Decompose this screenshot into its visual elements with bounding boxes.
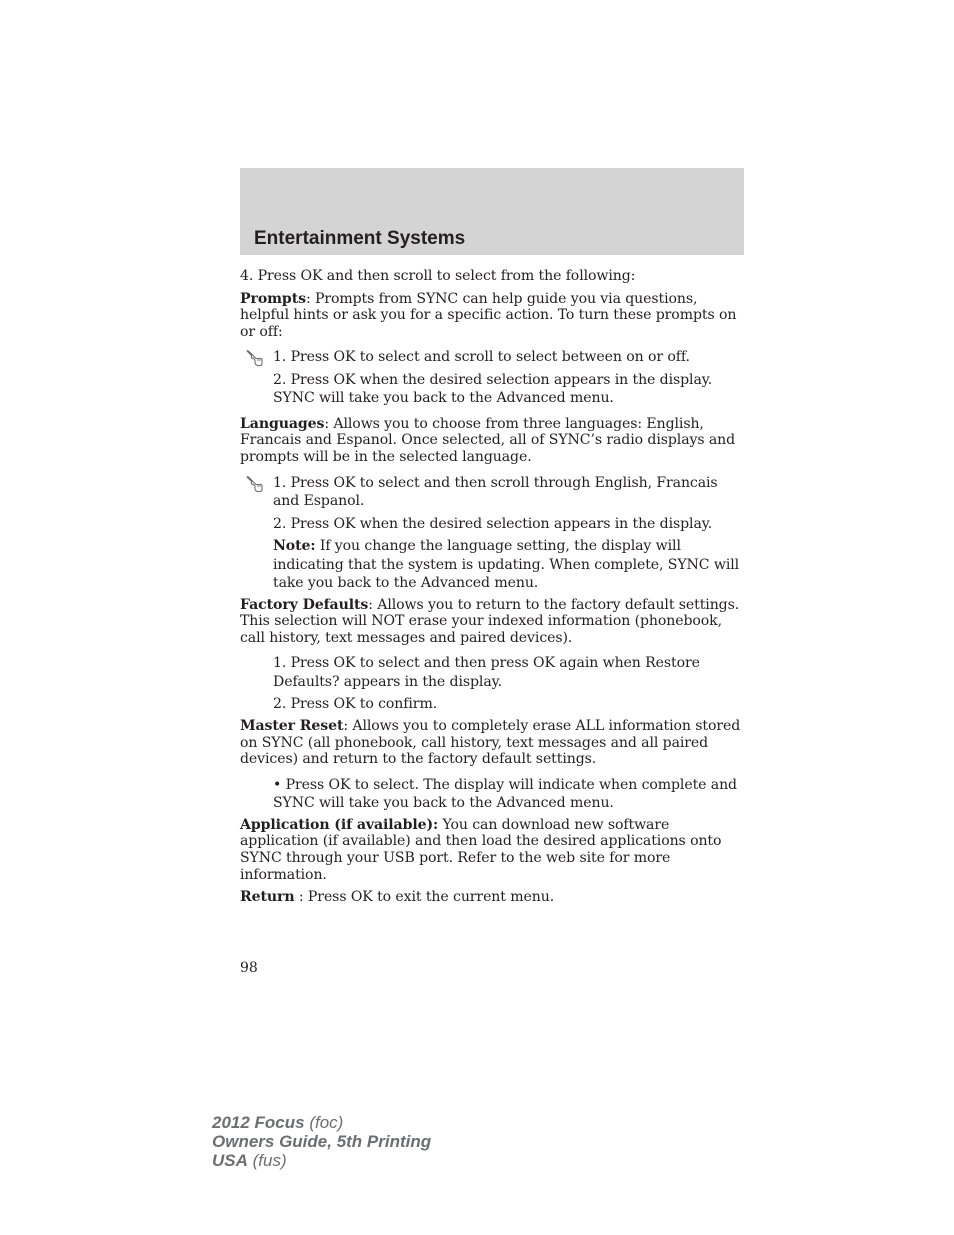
prompts-description: : Prompts from SYNC can help guide you via questions, helpful hints or ask you for a specific action. To turn these prompts on or off:: [240, 290, 737, 340]
document-footer: [212, 1113, 431, 1170]
application-term: Application (if available):: [240, 816, 439, 833]
factory-defaults-step-1: 1. Press OK to select and then press OK again when Restore Defaults? appears in the display.: [273, 655, 700, 690]
prompts-step-1-text: 1. Press OK to select and scroll to select between on or off.: [273, 349, 690, 366]
factory-defaults-description: : Allows you to return to the factory default settings. This selection will NOT erase your indexed information (phonebook, call history, text messages and paired devices).: [240, 596, 740, 646]
languages-description: : Allows you to choose from three languages: English, Francais and Espanol. Once selected, all of SYNC’s radio displays and prompts will be in the selected language.: [240, 415, 736, 466]
footer-printing: Owners Guide, 5th Printing: [212, 1132, 432, 1151]
factory-defaults-term: Factory Defaults: [240, 596, 369, 613]
step-4-text: 4. Press OK and then scroll to select from the following:: [240, 268, 636, 284]
footer-line-2: [212, 1132, 431, 1151]
section-header-band: [240, 168, 744, 255]
master-reset-bullet: • Press OK to select. The display will indicate when complete and SYNC will take you back to the Advanced menu.: [273, 776, 737, 812]
hand-pointer-icon: [245, 349, 263, 367]
languages-note: [273, 537, 744, 593]
footer-model-code: (foc): [304, 1113, 344, 1132]
footer-line-1: [212, 1113, 431, 1132]
languages-paragraph: [240, 416, 744, 466]
hand-pointer-icon: [245, 475, 263, 493]
languages-term: Languages: [240, 415, 325, 432]
languages-step-1: [273, 474, 744, 511]
footer-market-code: (fus): [247, 1151, 287, 1170]
note-label: Note:: [273, 538, 316, 555]
footer-market: USA: [212, 1151, 248, 1170]
footer-line-3: [212, 1151, 431, 1170]
master-reset-term: Master Reset: [240, 717, 344, 734]
factory-defaults-step-2: 2. Press OK to confirm.: [273, 696, 438, 713]
application-paragraph: [240, 817, 744, 883]
factory-defaults-paragraph: [240, 597, 744, 647]
prompts-step-1: [273, 348, 744, 367]
page-number: 98: [240, 960, 258, 976]
return-description: : Press OK to exit the current menu.: [294, 889, 555, 906]
prompts-paragraph: [240, 291, 744, 341]
languages-step-1-text: 1. Press OK to select and then scroll through English, Francais and Espanol.: [273, 474, 718, 510]
application-description: You can download new software application (if available) and then load the desired applications onto SYNC through your USB port. Refer to the web site for more information.: [240, 816, 722, 883]
master-reset-description: : Allows you to completely erase ALL information stored on SYNC (all phonebook, call history, text messages and all paired devices) and return to the factory default settings.: [240, 717, 741, 768]
footer-model: 2012 Focus: [212, 1113, 305, 1132]
page-content: [240, 268, 744, 912]
prompts-step-2: 2. Press OK when the desired selection appears in the display. SYNC will take you back to the Advanced menu.: [273, 371, 713, 407]
master-reset-paragraph: [240, 718, 744, 768]
return-term: Return: [240, 889, 295, 906]
section-title: Entertainment Systems: [254, 228, 466, 249]
prompts-term: Prompts: [240, 290, 306, 307]
return-paragraph: [240, 889, 744, 906]
languages-step-2: 2. Press OK when the desired selection appears in the display.: [273, 515, 713, 532]
note-text: If you change the language setting, the display will indicating that the system is updating. When complete, SYNC will take you back to the Advanced menu.: [273, 538, 740, 592]
